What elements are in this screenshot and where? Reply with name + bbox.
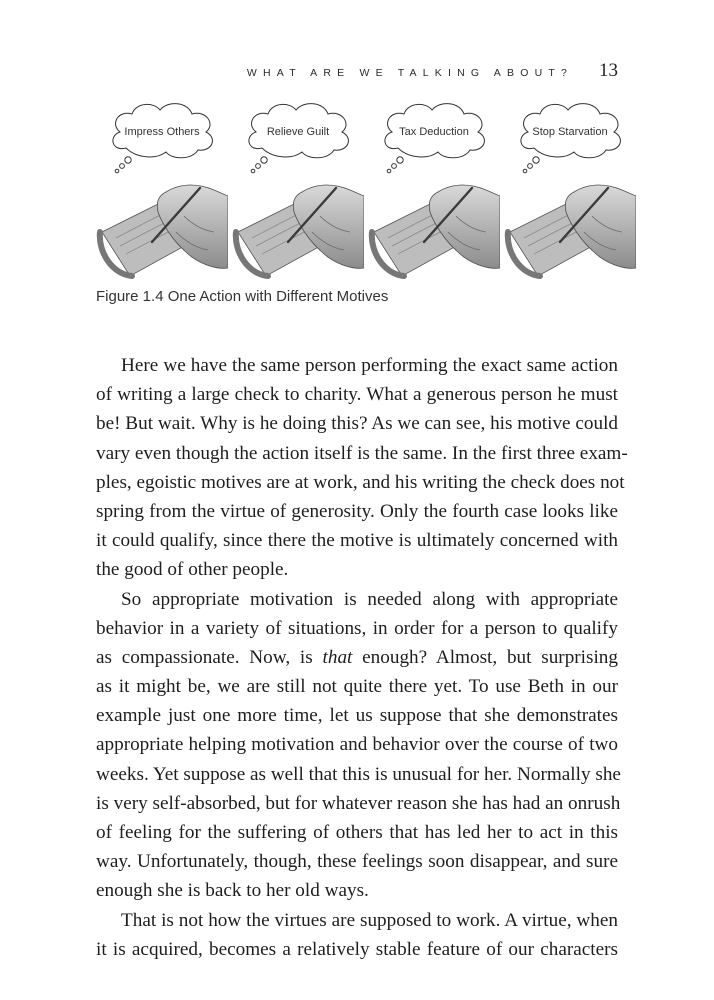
text-line: is very self-absorbed, but for whatever reason she has had an onrush xyxy=(96,792,621,814)
figure-panel-1 xyxy=(96,92,228,284)
text-line: it is acquired, becomes a relatively stable feature of our characters xyxy=(96,938,618,960)
panel-illustration xyxy=(96,92,228,284)
thought-dot xyxy=(533,157,539,163)
text-line: behavior in a variety of situations, in order for a person to qualify xyxy=(96,617,618,639)
figure-panel-4 xyxy=(504,92,636,284)
text-line: of feeling for the suffering of others that has led her to act in this xyxy=(96,822,618,843)
text-line: That is not how the virtues are supposed to work. A virtue, when xyxy=(121,909,618,931)
text-line: enough she is back to her old ways. xyxy=(96,880,369,902)
text-line: of writing a large check to charity. What a generous person he must xyxy=(96,384,618,406)
text-fragment: enough? Almost, but surprising xyxy=(352,646,618,668)
thought-dot xyxy=(387,169,391,173)
figure-panel-2 xyxy=(232,92,364,284)
panel-illustration xyxy=(504,92,636,284)
text-line: example just one more time, let us suppose that she demonstrates xyxy=(96,705,618,727)
running-head xyxy=(247,60,618,82)
panel-illustration xyxy=(232,92,364,284)
thought-dot xyxy=(392,164,397,169)
thought-dot xyxy=(120,164,125,169)
figure-1-4 xyxy=(96,92,624,284)
thought-dot xyxy=(397,157,403,163)
text-line: it could qualify, since there the motive is ultimately concerned with xyxy=(96,530,618,552)
body-text xyxy=(96,351,628,964)
thought-dot xyxy=(256,164,261,169)
thought-dot xyxy=(125,157,131,163)
thought-bubble-label: Tax Deduction xyxy=(399,126,469,138)
figure-panel-3 xyxy=(368,92,500,284)
text-line: vary even though the action itself is the same. In the first three exam- xyxy=(96,442,628,464)
figure-caption: Figure 1.4 One Action with Different Motives xyxy=(96,288,389,305)
text-line: So appropriate motivation is needed along with appropriate xyxy=(121,588,618,610)
thought-dot xyxy=(251,169,255,173)
text-fragment: as compassionate. Now, is xyxy=(96,646,323,668)
thought-dot xyxy=(523,169,527,173)
thought-bubble-label: Impress Others xyxy=(124,126,200,138)
running-title: WHAT ARE WE TALKING ABOUT? xyxy=(246,67,573,79)
text-line: Here we have the same person performing the exact same action xyxy=(121,355,618,376)
text-line: be! But wait. Why is he doing this? As we can see, his motive could xyxy=(96,413,618,435)
thought-bubble-label: Stop Starvation xyxy=(532,126,608,138)
text-line: as it might be, we are still not quite there yet. To use Beth in our xyxy=(96,676,618,698)
text-line: ples, egoistic motives are at work, and his writing the check does not xyxy=(96,471,625,493)
text-line: appropriate helping motivation and behavior over the course of two xyxy=(96,734,618,756)
thought-dot xyxy=(115,169,119,173)
thought-bubble-label: Relieve Guilt xyxy=(266,126,330,138)
text-line: spring from the virtue of generosity. Only the fourth case looks like xyxy=(96,500,618,522)
text-line: weeks. Yet suppose as well that this is unusual for her. Normally she xyxy=(96,763,621,785)
page-number: 13 xyxy=(599,60,618,81)
emphasized-word: that xyxy=(322,646,353,668)
panel-illustration xyxy=(368,92,500,284)
thought-dot xyxy=(528,164,533,169)
text-line xyxy=(96,643,618,672)
text-line: the good of other people. xyxy=(96,559,289,581)
thought-dot xyxy=(261,157,267,163)
text-line: way. Unfortunately, though, these feelings soon disappear, and sure xyxy=(96,851,618,873)
